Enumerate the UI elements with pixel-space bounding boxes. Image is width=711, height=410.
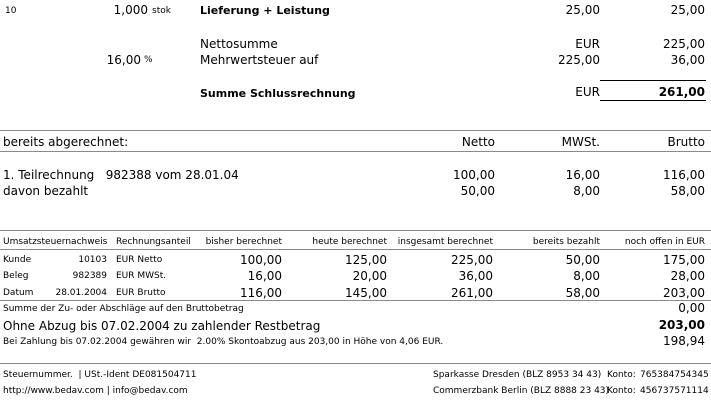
billed-col-brutto: Brutto [667, 135, 705, 149]
tax-row-insgesamt: 261,00 [451, 286, 493, 300]
tax-row-offen: 28,00 [670, 269, 705, 283]
bank-name: Sparkasse Dresden (BLZ 8953 34 43) [433, 370, 602, 380]
item-description: Lieferung + Leistung [200, 4, 330, 17]
tax-header: heute berechnet [312, 237, 387, 247]
billed-title: bereits abgerechnet: [3, 135, 129, 149]
position-number: 10 [5, 6, 17, 16]
vat-unit: % [144, 55, 153, 65]
billed-row-label: 1. Teilrechnung 982388 vom 28.01.04 [3, 168, 239, 182]
sum-currency: EUR [575, 85, 600, 99]
tax-row-bezahlt: 58,00 [565, 286, 600, 300]
web-contact[interactable]: http://www.bedav.com | info@bedav.com [3, 386, 188, 396]
tax-row-anteil: EUR Netto [116, 255, 163, 265]
netto-value: 225,00 [663, 37, 705, 51]
billed-row-label: davon bezahlt [3, 184, 89, 198]
tax-row-bezahlt: 50,00 [565, 253, 600, 267]
tax-row-bezahlt: 8,00 [573, 269, 600, 283]
rest-label: Ohne Abzug bis 07.02.2004 zu zahlender Restbetrag [3, 319, 321, 333]
netto-label: Nettosumme [200, 37, 278, 51]
netto-currency: EUR [575, 37, 600, 51]
tax-row-value: 10103 [78, 255, 107, 265]
tax-row-insgesamt: 36,00 [458, 269, 493, 283]
tax-header: Rechnungsanteil [116, 237, 191, 247]
vat-rate: 16,00 [106, 53, 141, 67]
billed-row-netto: 50,00 [460, 184, 495, 198]
quantity: 1,000 [113, 3, 148, 17]
sum-value: 261,00 [658, 85, 705, 99]
tax-header: Umsatzsteuernachweis [3, 237, 108, 247]
vat-label: Mehrwertsteuer auf [200, 53, 319, 67]
tax-header: insgesamt berechnet [397, 237, 493, 247]
sum-label: Summe Schlussrechnung [200, 87, 356, 100]
adjustment-value: 0,00 [678, 301, 705, 315]
tax-row-offen: 203,00 [663, 286, 705, 300]
vat-value: 36,00 [670, 53, 705, 67]
tax-row-anteil: EUR MWSt. [116, 271, 167, 281]
tax-header: noch offen in EUR [624, 237, 705, 247]
tax-header: bisher berechnet [205, 237, 282, 247]
tax-row-heute: 20,00 [352, 269, 387, 283]
konto-label: Konto: [607, 386, 636, 396]
tax-ids: Steuernummer. | USt.-Ident DE081504711 [3, 370, 197, 380]
skonto-label: Bei Zahlung bis 07.02.2004 gewähren wir 2.00% Skontoabzug aus 203,00 in Höhe von 4,06 EUR. [3, 337, 444, 347]
billed-row-brutto: 58,00 [670, 184, 705, 198]
line-total: 25,00 [670, 3, 705, 17]
konto-number: 456737571114 [640, 386, 709, 396]
vat-base: 225,00 [558, 53, 600, 67]
tax-row-heute: 125,00 [345, 253, 387, 267]
skonto-value: 198,94 [663, 334, 705, 348]
rest-value: 203,00 [658, 318, 705, 332]
unit-price: 25,00 [565, 3, 600, 17]
konto-label: Konto: [607, 370, 636, 380]
tax-row-key: Datum [3, 288, 34, 298]
tax-row-bisher: 100,00 [240, 253, 282, 267]
billed-col-mwst: MWSt. [561, 135, 600, 149]
tax-row-value: 982389 [72, 271, 107, 281]
bank-name: Commerzbank Berlin (BLZ 8888 23 43) [433, 386, 610, 396]
tax-row-key: Beleg [3, 271, 29, 281]
billed-col-netto: Netto [461, 135, 495, 149]
tax-row-heute: 145,00 [345, 286, 387, 300]
billed-row-mwst: 16,00 [565, 168, 600, 182]
tax-row-offen: 175,00 [663, 253, 705, 267]
tax-row-bisher: 116,00 [240, 286, 282, 300]
adjustment-label: Summe der Zu- oder Abschläge auf den Bruttobetrag [3, 304, 244, 314]
konto-number: 765384754345 [640, 370, 709, 380]
tax-row-insgesamt: 225,00 [451, 253, 493, 267]
quantity-unit: stok [152, 6, 171, 16]
tax-row-key: Kunde [3, 255, 32, 265]
tax-row-value: 28.01.2004 [55, 288, 107, 298]
billed-row-mwst: 8,00 [573, 184, 600, 198]
billed-row-netto: 100,00 [453, 168, 495, 182]
billed-row-brutto: 116,00 [663, 168, 705, 182]
tax-row-bisher: 16,00 [247, 269, 282, 283]
tax-header: bereits bezahlt [532, 237, 600, 247]
tax-row-anteil: EUR Brutto [116, 288, 166, 298]
